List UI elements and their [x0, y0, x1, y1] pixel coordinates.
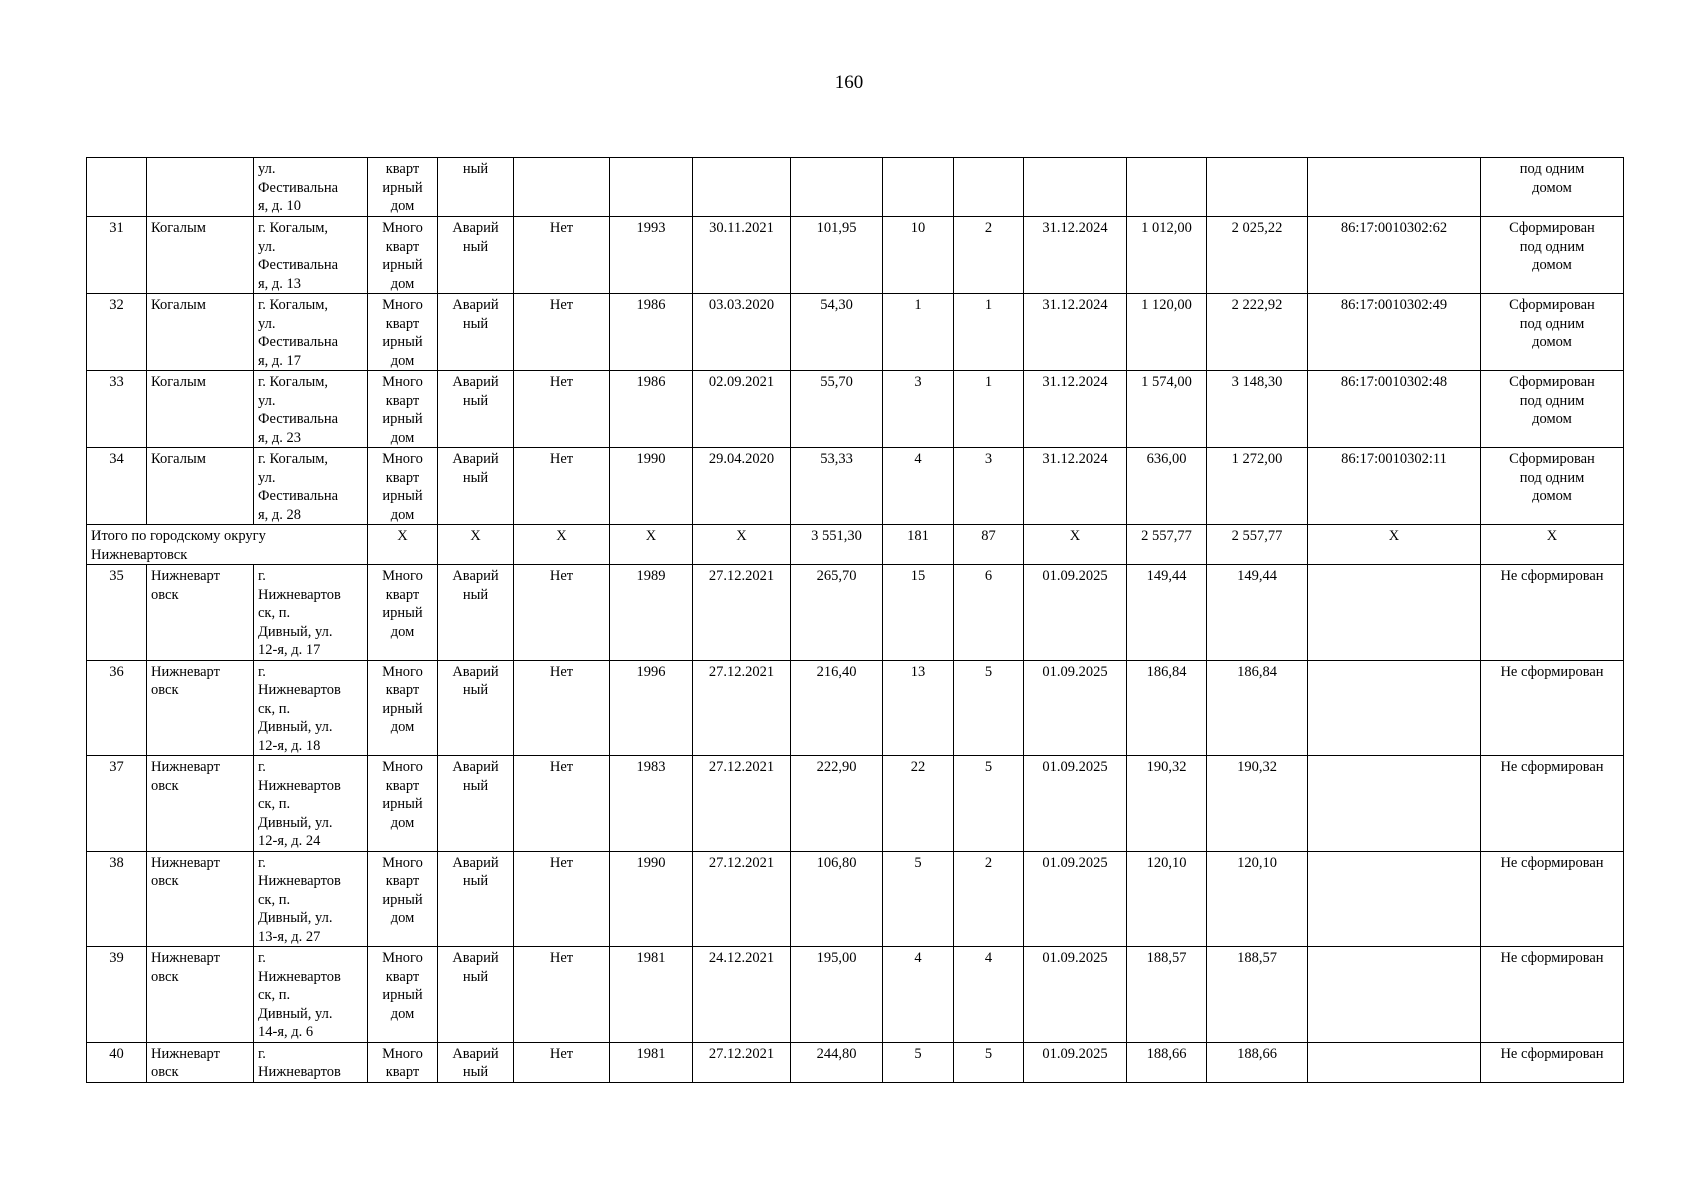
summary-col6: Х [514, 525, 610, 565]
cell-val2: 188,57 [1207, 947, 1308, 1043]
cell-note: Сформирован под одним домом [1481, 217, 1624, 294]
cell-col11: 2 [954, 851, 1024, 947]
cell-num: 40 [87, 1042, 147, 1082]
cell-deadline: 01.09.2025 [1024, 947, 1127, 1043]
summary-val2: 2 557,77 [1207, 525, 1308, 565]
cell-num: 39 [87, 947, 147, 1043]
cell-col11: 5 [954, 660, 1024, 756]
cell-deadline: 31.12.2024 [1024, 217, 1127, 294]
cell-cadastre [1308, 851, 1481, 947]
cell-area: 53,33 [791, 448, 883, 525]
cell-val1: 186,84 [1127, 660, 1207, 756]
cell-val1: 188,66 [1127, 1042, 1207, 1082]
cell-type: Много кварт ирный дом [368, 448, 438, 525]
cell-year: 1981 [610, 1042, 693, 1082]
cell-city: Нижневарт овск [147, 756, 254, 852]
cell-area: 54,30 [791, 294, 883, 371]
cell-address: г. Когалым, ул. Фестивальна я, д. 17 [254, 294, 368, 371]
cell-deadline: 01.09.2025 [1024, 565, 1127, 661]
cell-city: Нижневарт овск [147, 1042, 254, 1082]
cell-status: Аварий ный [438, 448, 514, 525]
cell-year: 1996 [610, 660, 693, 756]
cell-deadline [1024, 158, 1127, 217]
cell-cadastre [1308, 660, 1481, 756]
summary-type: Х [368, 525, 438, 565]
cell-address: г. Когалым, ул. Фестивальна я, д. 23 [254, 371, 368, 448]
cell-col10: 5 [883, 851, 954, 947]
cell-col6: Нет [514, 851, 610, 947]
cell-col10: 15 [883, 565, 954, 661]
summary-cadastre: Х [1308, 525, 1481, 565]
cell-address: г. Когалым, ул. Фестивальна я, д. 28 [254, 448, 368, 525]
cell-address: г. Нижневартов ск, п. Дивный, ул. 12-я, д. 17 [254, 565, 368, 661]
cell-type: Много кварт ирный дом [368, 660, 438, 756]
cell-num: 31 [87, 217, 147, 294]
cell-deadline: 01.09.2025 [1024, 1042, 1127, 1082]
cell-num: 35 [87, 565, 147, 661]
cell-deadline: 31.12.2024 [1024, 448, 1127, 525]
cell-status: Аварий ный [438, 660, 514, 756]
cell-status: Аварий ный [438, 371, 514, 448]
cell-val1: 636,00 [1127, 448, 1207, 525]
summary-col11: 87 [954, 525, 1024, 565]
cell-date: 27.12.2021 [693, 660, 791, 756]
cell-col11: 2 [954, 217, 1024, 294]
cell-type: Много кварт ирный дом [368, 851, 438, 947]
cell-status: Аварий ный [438, 947, 514, 1043]
cell-val2: 188,66 [1207, 1042, 1308, 1082]
cell-year: 1983 [610, 756, 693, 852]
cell-note: Сформирован под одним домом [1481, 371, 1624, 448]
summary-note: Х [1481, 525, 1624, 565]
cell-year [610, 158, 693, 217]
cell-area: 195,00 [791, 947, 883, 1043]
cell-address: г. Нижневартов [254, 1042, 368, 1082]
cell-col10 [883, 158, 954, 217]
cell-val2: 190,32 [1207, 756, 1308, 852]
cell-city: Когалым [147, 294, 254, 371]
cell-date: 29.04.2020 [693, 448, 791, 525]
cell-address: ул. Фестивальна я, д. 10 [254, 158, 368, 217]
cell-address: г. Нижневартов ск, п. Дивный, ул. 12-я, д. 18 [254, 660, 368, 756]
cell-num [87, 158, 147, 217]
cell-year: 1993 [610, 217, 693, 294]
table-row [87, 660, 1624, 756]
cell-city: Когалым [147, 448, 254, 525]
cell-val2: 1 272,00 [1207, 448, 1308, 525]
cell-note: Не сформирован [1481, 1042, 1624, 1082]
cell-type: Много кварт [368, 1042, 438, 1082]
cell-val2: 149,44 [1207, 565, 1308, 661]
table-row [87, 294, 1624, 371]
cell-date: 27.12.2021 [693, 565, 791, 661]
cell-year: 1990 [610, 851, 693, 947]
cell-status: Аварий ный [438, 1042, 514, 1082]
cell-address: г. Нижневартов ск, п. Дивный, ул. 12-я, д. 24 [254, 756, 368, 852]
cell-num: 33 [87, 371, 147, 448]
cell-col10: 4 [883, 947, 954, 1043]
cell-cadastre: 86:17:0010302:48 [1308, 371, 1481, 448]
table-row [87, 947, 1624, 1043]
cell-col11: 4 [954, 947, 1024, 1043]
cell-col6: Нет [514, 1042, 610, 1082]
cell-area: 55,70 [791, 371, 883, 448]
cell-val2: 2 025,22 [1207, 217, 1308, 294]
table-row [87, 851, 1624, 947]
cell-col11: 5 [954, 756, 1024, 852]
cell-val1 [1127, 158, 1207, 217]
cell-status: Аварий ный [438, 565, 514, 661]
cell-col6 [514, 158, 610, 217]
cell-col6: Нет [514, 947, 610, 1043]
cell-val1: 1 012,00 [1127, 217, 1207, 294]
cell-city: Когалым [147, 371, 254, 448]
cell-status: Аварий ный [438, 217, 514, 294]
cell-status: Аварий ный [438, 851, 514, 947]
cell-area: 106,80 [791, 851, 883, 947]
cell-val2: 2 222,92 [1207, 294, 1308, 371]
cell-city: Когалым [147, 217, 254, 294]
cell-date: 30.11.2021 [693, 217, 791, 294]
cell-deadline: 31.12.2024 [1024, 371, 1127, 448]
cell-city: Нижневарт овск [147, 660, 254, 756]
cell-col10: 10 [883, 217, 954, 294]
cell-year: 1989 [610, 565, 693, 661]
cell-deadline: 01.09.2025 [1024, 851, 1127, 947]
cell-year: 1986 [610, 294, 693, 371]
summary-date: Х [693, 525, 791, 565]
cell-city: Нижневарт овск [147, 565, 254, 661]
cell-col11: 5 [954, 1042, 1024, 1082]
cell-note: Не сформирован [1481, 756, 1624, 852]
cell-val1: 190,32 [1127, 756, 1207, 852]
cell-val1: 120,10 [1127, 851, 1207, 947]
cell-status: Аварий ный [438, 294, 514, 371]
cell-status: ный [438, 158, 514, 217]
page-number: 160 [834, 72, 864, 93]
cell-col6: Нет [514, 371, 610, 448]
cell-col6: Нет [514, 756, 610, 852]
cell-val1: 1 120,00 [1127, 294, 1207, 371]
cell-col6: Нет [514, 448, 610, 525]
cell-deadline: 01.09.2025 [1024, 660, 1127, 756]
cell-num: 38 [87, 851, 147, 947]
cell-type: Много кварт ирный дом [368, 217, 438, 294]
cell-year: 1986 [610, 371, 693, 448]
cell-date: 03.03.2020 [693, 294, 791, 371]
cell-date [693, 158, 791, 217]
cell-col11: 3 [954, 448, 1024, 525]
cell-note: Не сформирован [1481, 851, 1624, 947]
table-row [87, 371, 1624, 448]
summary-label: Итого по городскому округу Нижневартовск [87, 525, 368, 565]
summary-deadline: Х [1024, 525, 1127, 565]
cell-note: под одним домом [1481, 158, 1624, 217]
cell-num: 36 [87, 660, 147, 756]
cell-area: 216,40 [791, 660, 883, 756]
cell-area [791, 158, 883, 217]
cell-col11: 6 [954, 565, 1024, 661]
cell-type: Много кварт ирный дом [368, 565, 438, 661]
cell-col6: Нет [514, 217, 610, 294]
cell-col10: 22 [883, 756, 954, 852]
cell-area: 101,95 [791, 217, 883, 294]
table-row [87, 217, 1624, 294]
cell-val2: 186,84 [1207, 660, 1308, 756]
cell-col6: Нет [514, 294, 610, 371]
cell-area: 222,90 [791, 756, 883, 852]
cell-val2 [1207, 158, 1308, 217]
cell-area: 265,70 [791, 565, 883, 661]
cell-date: 24.12.2021 [693, 947, 791, 1043]
cell-col11: 1 [954, 371, 1024, 448]
cell-val2: 120,10 [1207, 851, 1308, 947]
cell-city: Нижневарт овск [147, 851, 254, 947]
cell-year: 1990 [610, 448, 693, 525]
summary-col10: 181 [883, 525, 954, 565]
cell-date: 27.12.2021 [693, 756, 791, 852]
cell-note: Сформирован под одним домом [1481, 448, 1624, 525]
cell-num: 32 [87, 294, 147, 371]
cell-note: Не сформирован [1481, 660, 1624, 756]
cell-num: 34 [87, 448, 147, 525]
cell-address: г. Нижневартов ск, п. Дивный, ул. 14-я, д. 6 [254, 947, 368, 1043]
cell-note: Не сформирован [1481, 565, 1624, 661]
cell-cadastre [1308, 947, 1481, 1043]
cell-col10: 4 [883, 448, 954, 525]
cell-address: г. Когалым, ул. Фестивальна я, д. 13 [254, 217, 368, 294]
table-row [87, 158, 1624, 217]
cell-city: Нижневарт овск [147, 947, 254, 1043]
cell-cadastre [1308, 158, 1481, 217]
cell-col11 [954, 158, 1024, 217]
cell-note: Сформирован под одним домом [1481, 294, 1624, 371]
cell-cadastre: 86:17:0010302:49 [1308, 294, 1481, 371]
summary-status: Х [438, 525, 514, 565]
cell-date: 27.12.2021 [693, 1042, 791, 1082]
table-row [87, 448, 1624, 525]
summary-year: Х [610, 525, 693, 565]
cell-val1: 1 574,00 [1127, 371, 1207, 448]
cell-deadline: 31.12.2024 [1024, 294, 1127, 371]
cell-date: 02.09.2021 [693, 371, 791, 448]
cell-city [147, 158, 254, 217]
cell-cadastre: 86:17:0010302:11 [1308, 448, 1481, 525]
cell-type: Много кварт ирный дом [368, 371, 438, 448]
cell-col10: 3 [883, 371, 954, 448]
cell-type: Много кварт ирный дом [368, 756, 438, 852]
cell-address: г. Нижневартов ск, п. Дивный, ул. 13-я, д. 27 [254, 851, 368, 947]
cell-year: 1981 [610, 947, 693, 1043]
summary-val1: 2 557,77 [1127, 525, 1207, 565]
cell-status: Аварий ный [438, 756, 514, 852]
cell-col10: 5 [883, 1042, 954, 1082]
housing-registry-table [86, 157, 1624, 1083]
cell-type: Много кварт ирный дом [368, 294, 438, 371]
cell-col11: 1 [954, 294, 1024, 371]
table-row [87, 565, 1624, 661]
cell-val1: 149,44 [1127, 565, 1207, 661]
cell-deadline: 01.09.2025 [1024, 756, 1127, 852]
cell-val1: 188,57 [1127, 947, 1207, 1043]
cell-note: Не сформирован [1481, 947, 1624, 1043]
table-row [87, 756, 1624, 852]
cell-num: 37 [87, 756, 147, 852]
cell-date: 27.12.2021 [693, 851, 791, 947]
cell-cadastre: 86:17:0010302:62 [1308, 217, 1481, 294]
table-row [87, 1042, 1624, 1082]
cell-col6: Нет [514, 660, 610, 756]
summary-row [87, 525, 1624, 565]
cell-cadastre [1308, 1042, 1481, 1082]
cell-col6: Нет [514, 565, 610, 661]
cell-col10: 13 [883, 660, 954, 756]
cell-cadastre [1308, 756, 1481, 852]
summary-area: 3 551,30 [791, 525, 883, 565]
cell-type: кварт ирный дом [368, 158, 438, 217]
cell-cadastre [1308, 565, 1481, 661]
cell-col10: 1 [883, 294, 954, 371]
cell-type: Много кварт ирный дом [368, 947, 438, 1043]
cell-area: 244,80 [791, 1042, 883, 1082]
cell-val2: 3 148,30 [1207, 371, 1308, 448]
